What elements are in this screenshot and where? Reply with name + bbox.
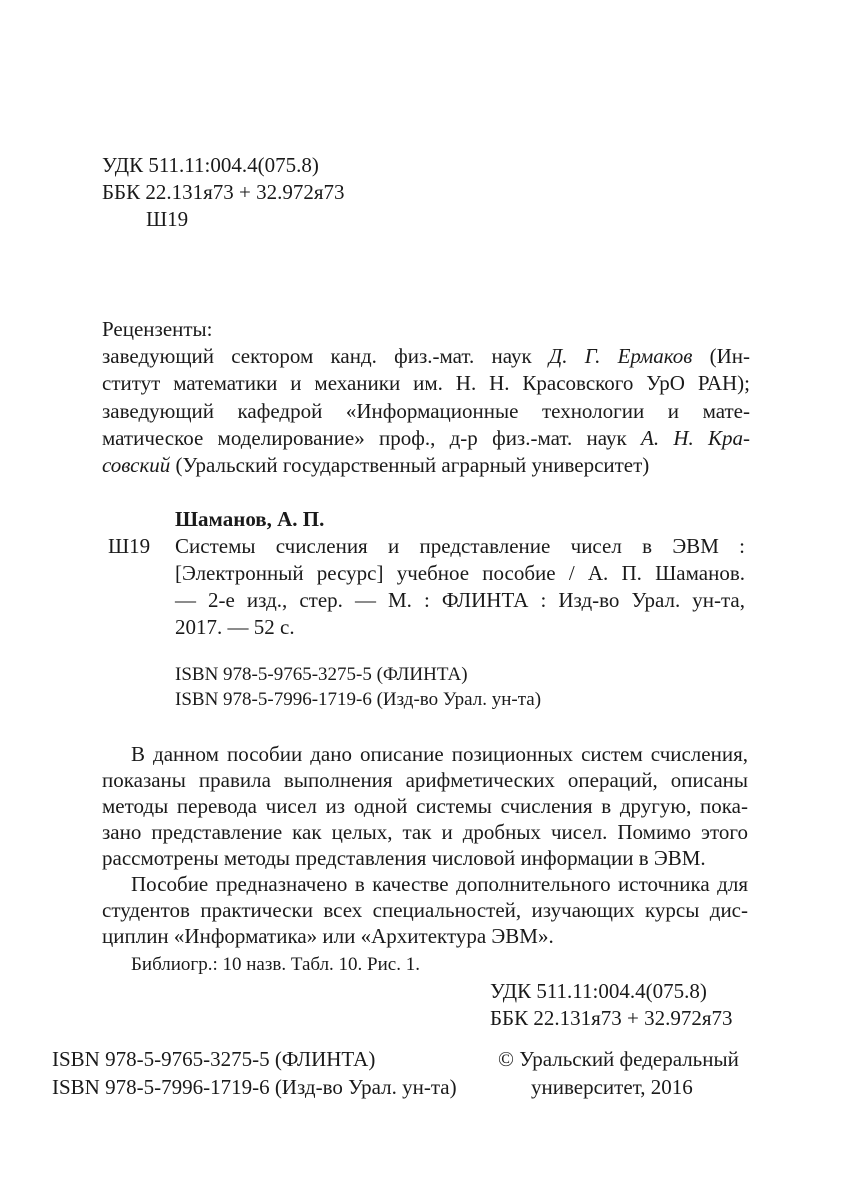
footer-isbn-1: ISBN 978-5-9765-3275-5 (ФЛИНТА) [52,1047,376,1071]
footer-isbn-2: ISBN 978-5-7996-1719-6 (Изд-во Урал. ун-та) [52,1075,457,1099]
copyright-line-2: университет, 2016 [531,1075,693,1099]
reviewers-heading: Рецензенты: [102,317,213,341]
reviewer-1-prefix: заведующий сектором канд. физ.-мат. наук [102,344,532,368]
book-author: Шаманов, А. П. [175,507,325,531]
abstract-p1-line-1: В данном пособии дано описание позиционных систем счисления, [131,742,748,766]
reviewer-2-name-part-1: А. Н. Кра- [641,426,750,450]
footer-bbk: ББК 22.131я73 + 32.972я73 [490,1006,733,1030]
reviewer-2-line-3 [102,452,649,478]
abstract-p2-line-3: циплин «Информатика» или «Архитектура ЭВМ». [102,924,554,948]
reviewer-2-line-1: заведующий кафедрой «Информационные технологии и мате- [102,399,750,423]
abstract-p1-line-3: методы перевода чисел из одной системы счисления в другую, пока- [102,794,748,818]
book-title-line-2: [Электронный ресурс] учебное пособие / А. П. Шаманов. [175,561,745,585]
book-title-line-1: Системы счисления и представление чисел в ЭВМ : [175,534,745,558]
book-year-pages: 2017. — 52 с. [175,615,295,639]
reviewer-1-line-1 [102,343,750,369]
bib-isbn-1: ISBN 978-5-9765-3275-5 (ФЛИНТА) [175,664,468,685]
abstract-p1-line-5: рассмотрены методы представления числовой информации в ЭВМ. [102,846,706,870]
reviewer-2-affiliation: (Уральский государственный аграрный университет) [175,453,650,477]
udk-code: УДК 511.11:004.4(075.8) [102,153,319,177]
footer-udk: УДК 511.11:004.4(075.8) [490,979,707,1003]
reviewer-2-prefix: матическое моделирование» проф., д-р физ.-мат. наук [102,426,627,450]
abstract-p1-line-4: зано представление как целых, так и дробных чисел. Помимо этого [102,820,748,844]
book-edition-line: — 2-е изд., стер. — М. : ФЛИНТА : Изд-во Урал. ун-та, [175,588,745,612]
reviewer-1-suffix: (Ин- [709,344,750,368]
bib-author-mark: Ш19 [108,534,151,558]
abstract-p1-line-2: показаны правила выполнения арифметических операций, описаны [102,768,748,792]
bibliography-note: Библиогр.: 10 назв. Табл. 10. Рис. 1. [131,954,420,975]
author-mark: Ш19 [146,207,189,231]
reviewer-2-name-part-2: совский [102,453,171,477]
reviewer-1-name: Д. Г. Ермаков [548,344,693,368]
reviewer-2-line-2 [102,425,750,451]
copyright-line-1: © Уральский федеральный [498,1047,739,1071]
abstract-p2-line-2: студентов практически всех специальностей, изучающих курсы дис- [102,898,748,922]
reviewer-1-line-2: ститут математики и механики им. Н. Н. Красовского УрО РАН); [102,371,750,395]
bbk-code: ББК 22.131я73 + 32.972я73 [102,180,345,204]
bib-isbn-2: ISBN 978-5-7996-1719-6 (Изд-во Урал. ун-та) [175,689,542,710]
abstract-p2-line-1: Пособие предназначено в качестве дополнительного источника для [131,872,748,896]
